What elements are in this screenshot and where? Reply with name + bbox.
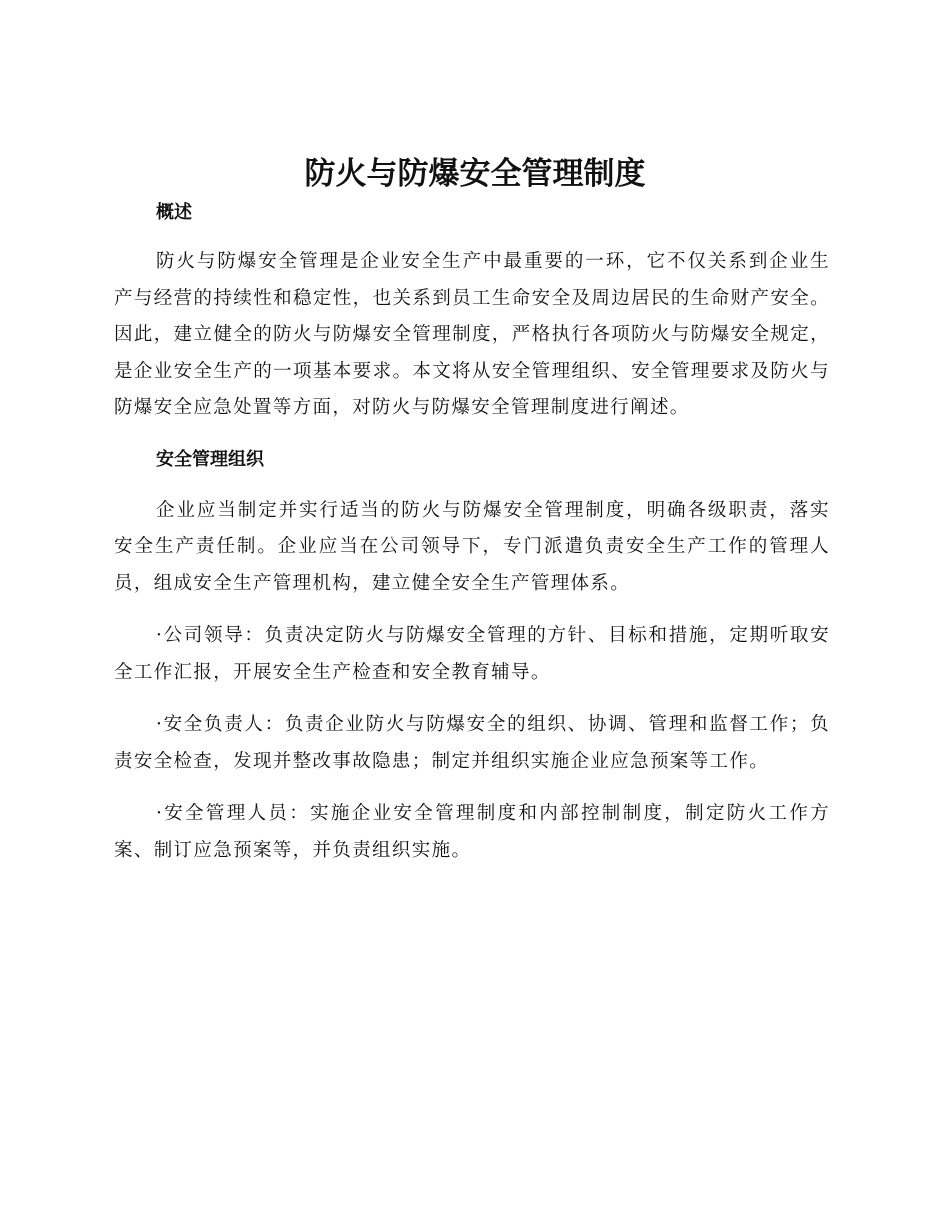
section-heading-overview: 概述 <box>156 202 192 223</box>
safety-organization-paragraph: 企业应当制定并实行适当的防火与防爆安全管理制度，明确各级职责，落实安全生产责任制。企业应当在公司领导下，专门派遣负责安全生产工作的管理人员，组成安全生产管理机构，建立健全安全生产管理体系。 <box>114 499 830 594</box>
bullet-text: 安全负责人：负责企业防火与防爆安全的组织、协调、管理和监督工作；负责安全检查，发现并整改事故隐患；制定并组织实施企业应急预案等工作。 <box>114 714 830 772</box>
bullet-marker: · <box>156 625 164 646</box>
bullet-text: 公司领导：负责决定防火与防爆安全管理的方针、目标和措施，定期听取安全工作汇报，开展安全生产检查和安全教育辅导。 <box>114 625 830 683</box>
bullet-marker: · <box>156 714 164 735</box>
overview-paragraph: 防火与防爆安全管理是企业安全生产中最重要的一环，它不仅关系到企业生产与经营的持续性和稳定性，也关系到员工生命安全及周边居民的生命财产安全。因此，建立健全的防火与防爆安全管理制度，严格执行各项防火与防爆安全规定，是企业安全生产的一项基本要求。本文将从安全管理组织、安全管理要求及防火与防爆安全应急处置等方面，对防火与防爆安全管理制度进行阐述。 <box>114 251 830 418</box>
bullet-company-leadership <box>114 618 830 691</box>
document-body <box>114 196 830 869</box>
document-title: 防火与防爆安全管理制度 <box>304 156 646 192</box>
bullet-text: 安全管理人员：实施企业安全管理制度和内部控制制度，制定防火工作方案、制订应急预案等，并负责组织实施。 <box>114 803 830 861</box>
bullet-marker: · <box>156 803 164 824</box>
bullet-safety-officer <box>114 707 830 780</box>
bullet-safety-staff <box>114 796 830 869</box>
section-heading-safety-organization: 安全管理组织 <box>156 448 264 470</box>
